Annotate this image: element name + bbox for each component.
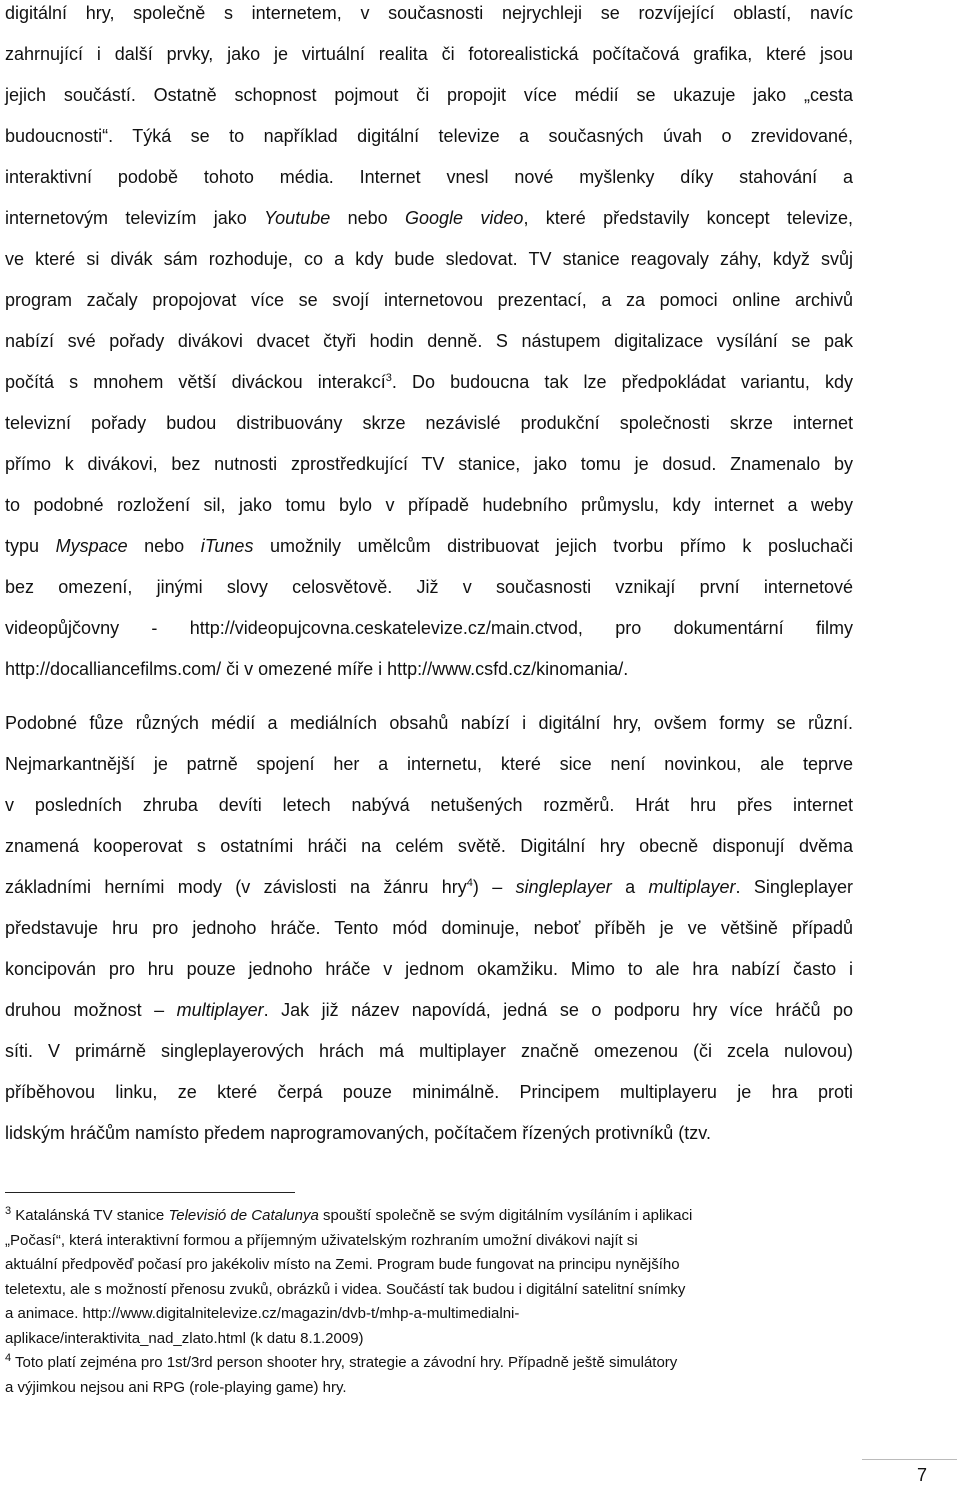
- text-segment: síti. V primárně singleplayerových hrách má multiplayer značně omezenou (či zcela nulovou): [5, 1041, 853, 1061]
- text-line: [5, 410, 853, 451]
- text-segment: typu: [5, 536, 56, 556]
- text-segment: televizní pořady budou distribuovány skrze nezávislé produkční společnosti skrze internet: [5, 413, 853, 433]
- footnote-ref: 3: [5, 1205, 12, 1217]
- text-segment: a: [611, 877, 649, 897]
- page-number-rule: [862, 1459, 957, 1460]
- text-segment: počítá s mnohem větší diváckou interakcí: [5, 372, 386, 392]
- text-segment: základními herními mody (v závislosti na žánru hry: [5, 877, 467, 897]
- footnote-line: [5, 1229, 845, 1254]
- text-line: [5, 1079, 853, 1120]
- footnote-line: [5, 1351, 845, 1376]
- footnote-separator: [5, 1192, 295, 1193]
- text-segment: interaktivní podobě tohoto média. Internet vnesl nové myšlenky díky stahování a: [5, 167, 853, 187]
- text-segment: . Do budoucna tak lze předpokládat variantu, kdy: [391, 372, 853, 392]
- text-segment: aktuální předpověď počasí pro jakékoliv místo na Zemi. Program bude fungovat na principu nynějšího: [5, 1256, 680, 1273]
- footnote-line: [5, 1278, 845, 1303]
- text-segment: koncipován pro hru pouze jednoho hráče v jednom okamžiku. Mimo to ale hra nabízí často i: [5, 959, 853, 979]
- text-line: [5, 751, 853, 792]
- italic-text: multiplayer: [648, 877, 736, 897]
- italic-text: multiplayer: [176, 1000, 264, 1020]
- text-segment: spouští společně se svým digitálním vysíláním i aplikaci: [318, 1207, 693, 1224]
- text-line: [5, 615, 853, 656]
- text-segment: to podobné rozložení sil, jako tomu bylo v případě hudebního průmyslu, kdy internet a weby: [5, 495, 853, 515]
- italic-text: singleplayer: [515, 877, 612, 897]
- text-line: [5, 1038, 853, 1079]
- text-line: [5, 123, 853, 164]
- footnote-ref: 3: [385, 372, 392, 384]
- text-segment: a animace. http://www.digitalnitelevize.cz/magazin/dvb-t/mhp-a-multimedialni-: [5, 1305, 520, 1322]
- text-segment: budoucnosti“. Týká se to například digitální televize a současných úvah o zrevidované,: [5, 126, 853, 146]
- paragraph-1: [5, 0, 853, 697]
- text-line: [5, 328, 853, 369]
- text-line: [5, 656, 853, 697]
- text-line: [5, 451, 853, 492]
- text-line: [5, 1120, 853, 1161]
- text-segment: a výjimkou nejsou ani RPG (role-playing game) hry.: [5, 1378, 347, 1396]
- page-number: 7: [917, 1465, 928, 1485]
- footnote-ref: 4: [5, 1352, 12, 1364]
- text-segment: v posledních zhruba devíti letech nabývá netušených rozměrů. Hrát hru přes internet: [5, 795, 853, 815]
- text-segment: http://docalliancefilms.com/ či v omezené míře i http://www.csfd.cz/kinomania/.: [5, 659, 629, 679]
- text-line: [5, 533, 853, 574]
- text-line: [5, 246, 853, 287]
- text-segment: příběhovou linku, ze které čerpá pouze minimálně. Principem multiplayeru je hra proti: [5, 1082, 853, 1102]
- text-segment: Podobné fůze různých médií a mediálních obsahů nabízí i digitální hry, ovšem formy se různí.: [5, 713, 853, 733]
- text-line: [5, 574, 853, 615]
- footnote-line: [5, 1302, 845, 1327]
- text-line: [5, 369, 853, 410]
- text-segment: digitální hry, společně s internetem, v současnosti nejrychleji se rozvíjející oblastí, navíc: [5, 3, 853, 23]
- italic-text: iTunes: [200, 536, 254, 556]
- text-segment: ) –: [472, 877, 516, 897]
- text-segment: . Jak již název napovídá, jedná se o podporu hry více hráčů po: [263, 1000, 853, 1020]
- text-segment: umožnily umělcům distribuovat jejich tvorbu přímo k posluchači: [253, 536, 854, 556]
- text-line: [5, 956, 853, 997]
- text-segment: „Počasí“, která interaktivní formou a příjemným uživatelským rozhraním umožní divákovi najít si: [5, 1231, 638, 1249]
- text-segment: aplikace/interaktivita_nad_zlato.html (k datu 8.1.2009): [5, 1329, 364, 1347]
- text-line: [5, 41, 853, 82]
- text-line: [5, 492, 853, 533]
- text-segment: nabízí své pořady divákovi dvacet čtyři hodin denně. S nástupem digitalizace vysílání se pak: [5, 331, 853, 351]
- italic-text: Televisió de Catalunya: [168, 1207, 319, 1224]
- text-line: [5, 0, 853, 41]
- footnote-ref: 4: [466, 877, 473, 889]
- text-segment: program začaly propojovat více se svojí internetovou prezentací, a za pomoci online archivů: [5, 290, 853, 310]
- text-segment: znamená kooperovat s ostatními hráči na celém světě. Digitální hry obecně disponují dvěma: [5, 836, 853, 856]
- text-segment: , které představily koncept televize,: [523, 208, 853, 228]
- text-line: [5, 915, 853, 956]
- text-segment: bez omezení, jinými slovy celosvětově. Již v současnosti vznikají první internetové: [5, 577, 853, 597]
- text-segment: zahrnující i další prvky, jako je virtuální realita či fotorealistická počítačová grafika, které jsou: [5, 44, 853, 64]
- text-segment: . Singleplayer: [735, 877, 853, 897]
- italic-text: Youtube: [264, 208, 331, 228]
- italic-text: Google video: [405, 208, 524, 228]
- footnotes: [5, 1204, 845, 1400]
- text-segment: představuje hru pro jednoho hráče. Tento mód dominuje, neboť příběh je ve většině případů: [5, 918, 853, 938]
- text-segment: druhou možnost –: [5, 1000, 177, 1020]
- text-segment: videopůjčovny - http://videopujcovna.ceskatelevize.cz/main.ctvod, pro dokumentární filmy: [5, 618, 853, 638]
- text-line: [5, 997, 853, 1038]
- footnote-line: [5, 1376, 845, 1401]
- text-segment: Toto platí zejména pro 1st/3rd person shooter hry, strategie a závodní hry. Případně ještě simulátory: [11, 1354, 678, 1371]
- text-segment: nebo: [127, 536, 201, 556]
- text-line: [5, 710, 853, 751]
- text-segment: teletextu, ale s možností přenosu zvuků, obrázků i videa. Součástí tak budou i digitální satelitní snímky: [5, 1280, 686, 1298]
- text-segment: ve které si divák sám rozhoduje, co a kdy bude sledovat. TV stanice reagovaly záhy, když svůj: [5, 249, 853, 269]
- text-line: [5, 833, 853, 874]
- text-line: [5, 874, 853, 915]
- text-line: [5, 287, 853, 328]
- text-line: [5, 792, 853, 833]
- text-line: [5, 205, 853, 246]
- footnote-line: [5, 1327, 845, 1352]
- text-segment: lidským hráčům namísto předem naprogramovaných, počítačem řízených protivníků (tzv.: [5, 1123, 711, 1143]
- text-line: [5, 82, 853, 123]
- footnote-line: [5, 1253, 845, 1278]
- text-segment: Katalánská TV stanice: [11, 1207, 169, 1224]
- paragraph-2: [5, 710, 853, 1161]
- footnote-line: [5, 1204, 845, 1229]
- italic-text: Myspace: [55, 536, 128, 556]
- text-segment: internetovým televizím jako: [5, 208, 265, 228]
- text-segment: Nejmarkantnější je patrně spojení her a internetu, které sice není novinkou, ale teprve: [5, 754, 853, 774]
- text-segment: nebo: [330, 208, 405, 228]
- text-line: [5, 164, 853, 205]
- text-segment: přímo k divákovi, bez nutnosti zprostředkující TV stanice, jako tomu je dosud. Znamenalo by: [5, 454, 853, 474]
- text-segment: jejich součástí. Ostatně schopnost pojmout či propojit více médií se ukazuje jako „cesta: [5, 85, 853, 105]
